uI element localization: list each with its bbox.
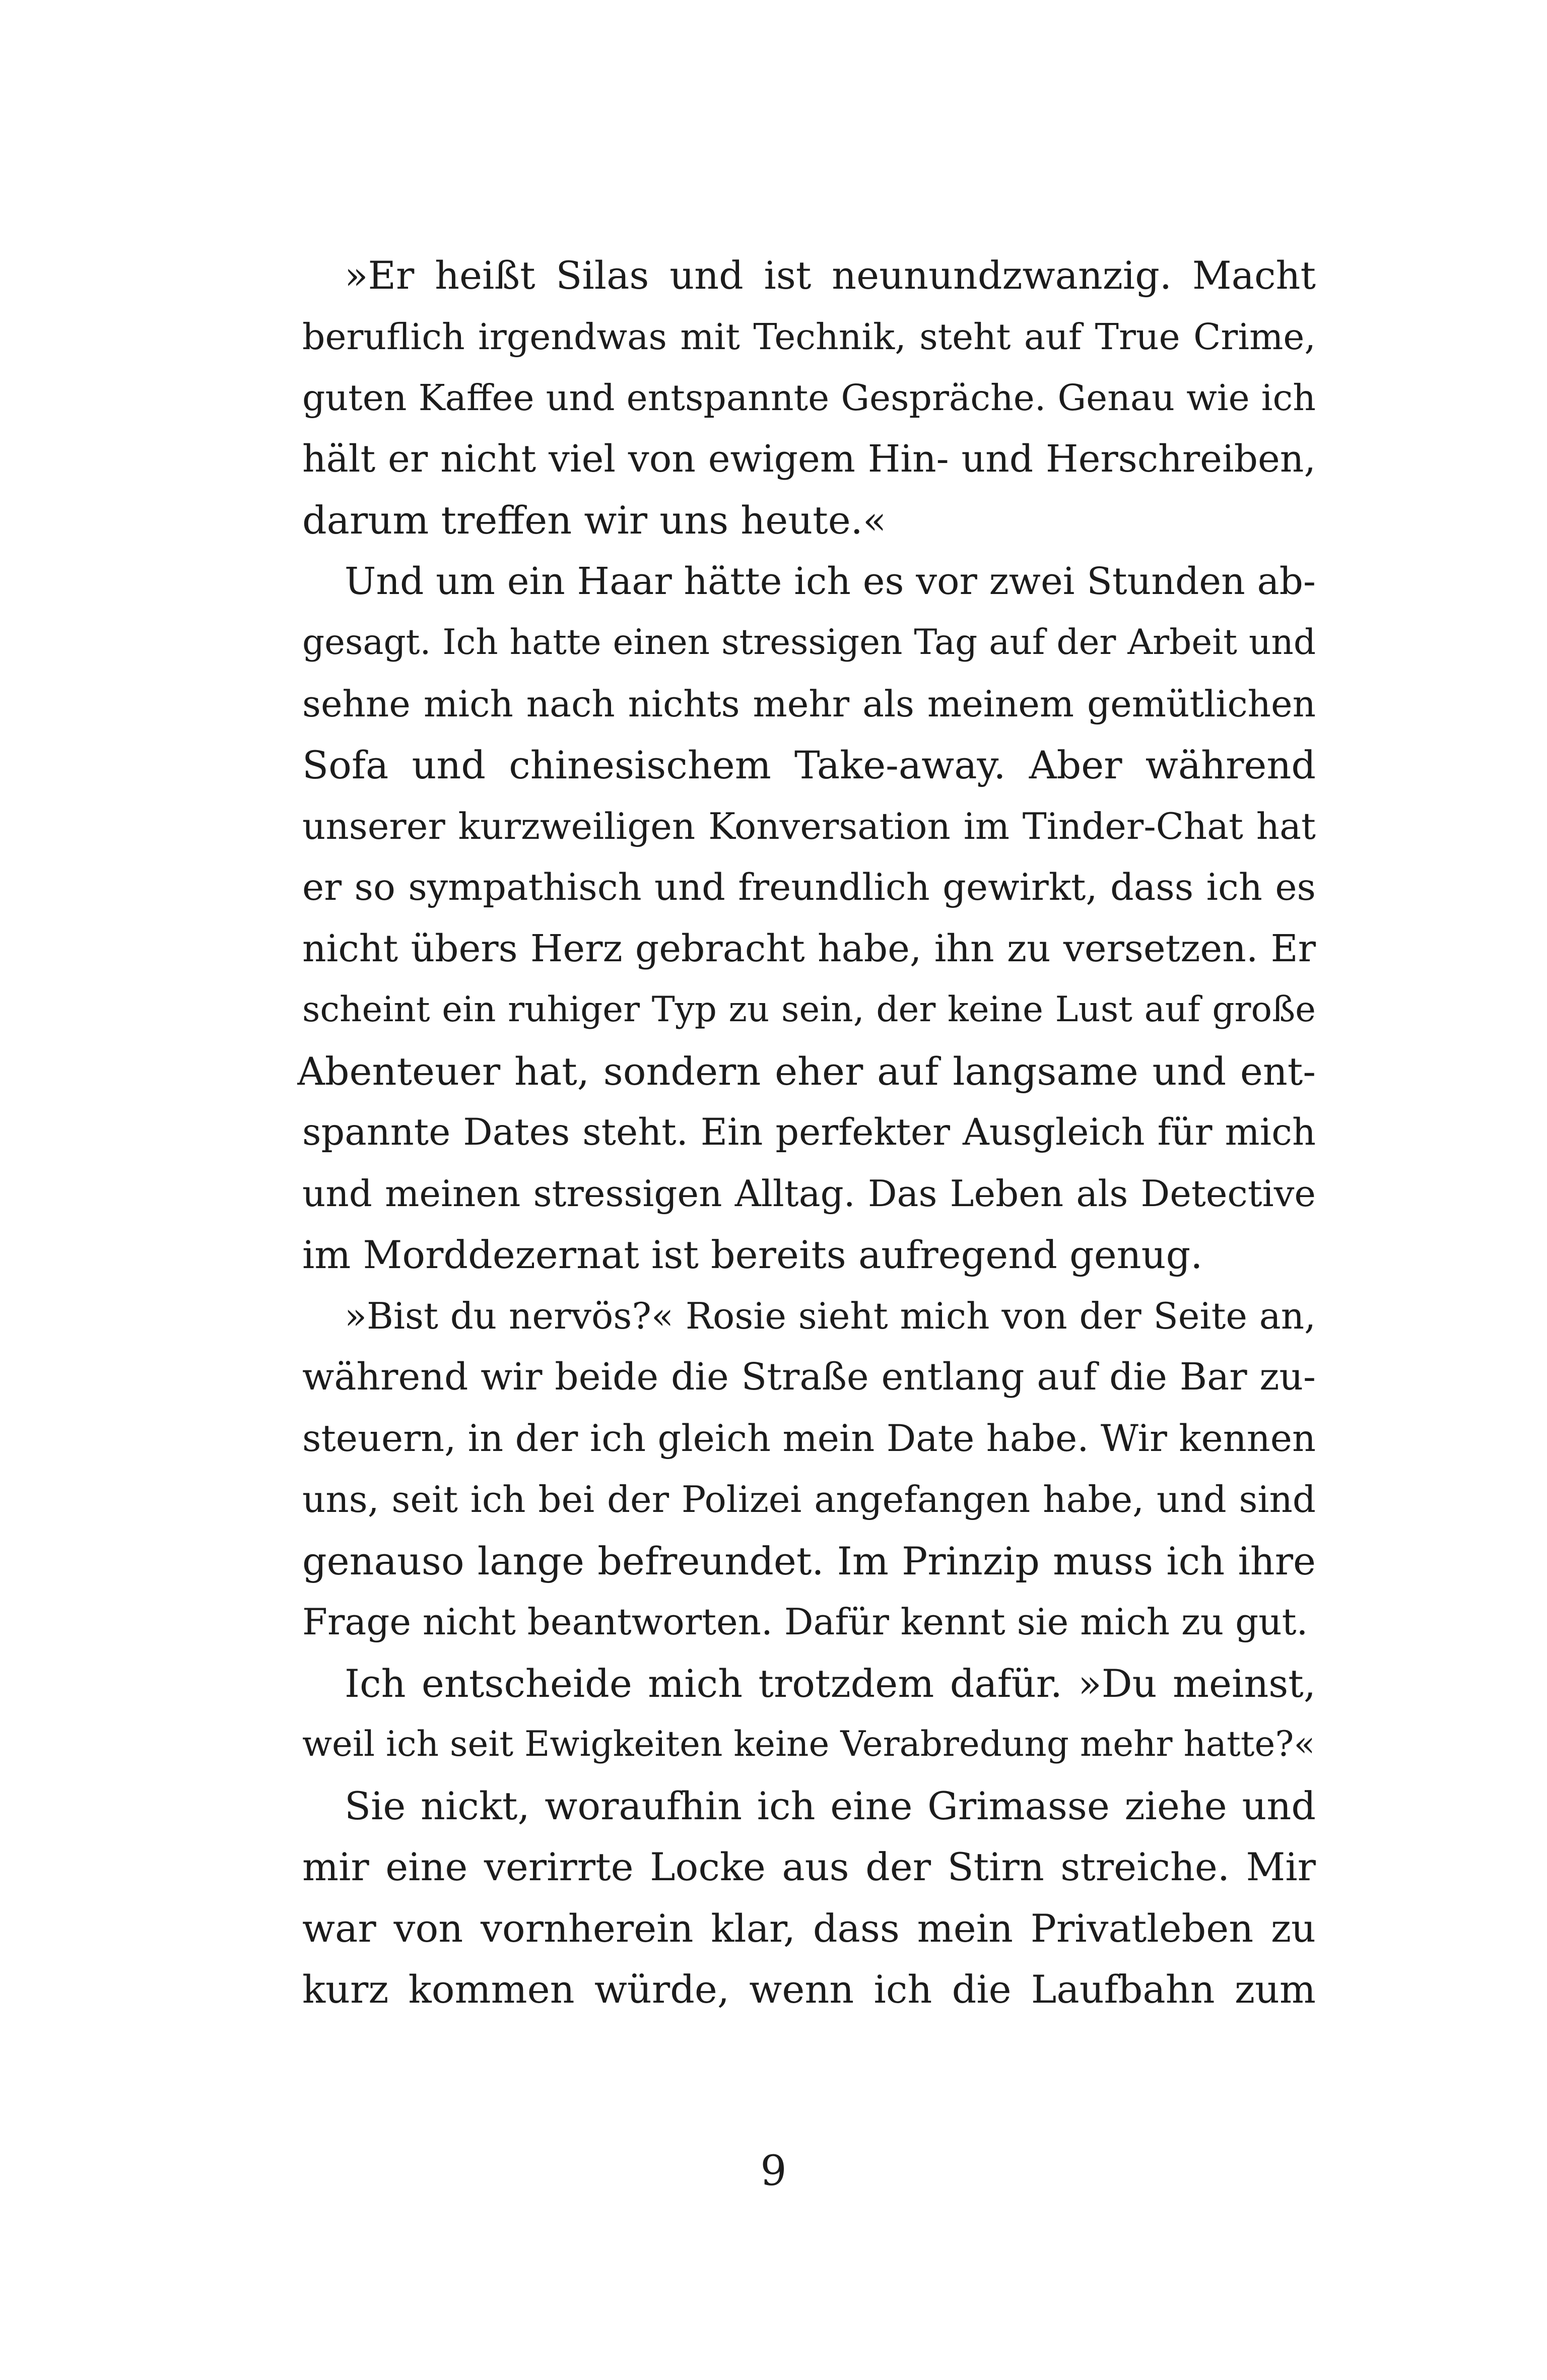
- page-number: 9: [760, 2147, 787, 2195]
- text-line: Abenteuer hat, sondern eher auf langsame und ent-: [297, 1048, 1316, 1094]
- text-line: uns, seit ich bei der Polizei angefangen habe, und sind: [302, 1478, 1316, 1520]
- text-line: Sie nickt, woraufhin ich eine Grimasse ziehe und: [345, 1783, 1316, 1828]
- text-line: er so sympathisch und freundlich gewirkt, dass ich es: [302, 866, 1316, 909]
- text-line: hält er nicht viel von ewigem Hin- und Herschreiben,: [302, 437, 1316, 481]
- text-line: Frage nicht beantworten. Dafür kennt sie mich zu gut.: [302, 1601, 1308, 1643]
- text-line: nicht übers Herz gebracht habe, ihn zu versetzen. Er: [302, 927, 1316, 970]
- text-line: war von vornherein klar, dass mein Privatleben zu: [302, 1905, 1316, 1951]
- text-line: kurz kommen würde, wenn ich die Laufbahn zum: [302, 1967, 1316, 2012]
- text-line: sehne mich nach nichts mehr als meinem gemütlichen: [302, 682, 1316, 725]
- text-line: Ich entscheide mich trotzdem dafür. »Du meinst,: [345, 1661, 1316, 1706]
- text-line: weil ich seit Ewigkeiten keine Verabredung mehr hatte?«: [302, 1724, 1315, 1764]
- text-line: während wir beide die Straße entlang auf die Bar zu-: [302, 1355, 1316, 1399]
- text-line: genauso lange befreundet. Im Prinzip muss ich ihre: [302, 1538, 1316, 1583]
- text-line: mir eine verirrte Locke aus der Stirn streiche. Mir: [302, 1844, 1316, 1889]
- text-line: unserer kurzweiligen Konversation im Tinder-Chat hat: [302, 805, 1316, 847]
- text-line: beruflich irgendwas mit Technik, steht auf True Crime,: [302, 315, 1316, 358]
- body-text: [297, 245, 1316, 2020]
- text-line: darum treffen wir uns heute.«: [302, 498, 887, 543]
- text-line: Und um ein Haar hätte ich es vor zwei Stunden ab-: [345, 559, 1316, 603]
- text-line: Sofa und chinesischem Take-away. Aber während: [302, 743, 1316, 787]
- text-line: spannte Dates steht. Ein perfekter Ausgleich für mich: [302, 1111, 1316, 1154]
- text-line: im Morddezernat ist bereits aufregend genug.: [302, 1232, 1203, 1277]
- text-line: guten Kaffee und entspannte Gespräche. Genau wie ich: [302, 377, 1316, 419]
- text-line: »Bist du nervös?« Rosie sieht mich von der Seite an,: [345, 1294, 1316, 1337]
- text-line: scheint ein ruhiger Typ zu sein, der keine Lust auf große: [302, 989, 1316, 1030]
- text-line: steuern, in der ich gleich mein Date habe. Wir kennen: [302, 1417, 1316, 1460]
- text-line: »Er heißt Silas und ist neunundzwanzig. Macht: [345, 253, 1316, 298]
- text-line: und meinen stressigen Alltag. Das Leben als Detective: [302, 1172, 1316, 1215]
- text-line: gesagt. Ich hatte einen stressigen Tag auf der Arbeit und: [302, 622, 1316, 663]
